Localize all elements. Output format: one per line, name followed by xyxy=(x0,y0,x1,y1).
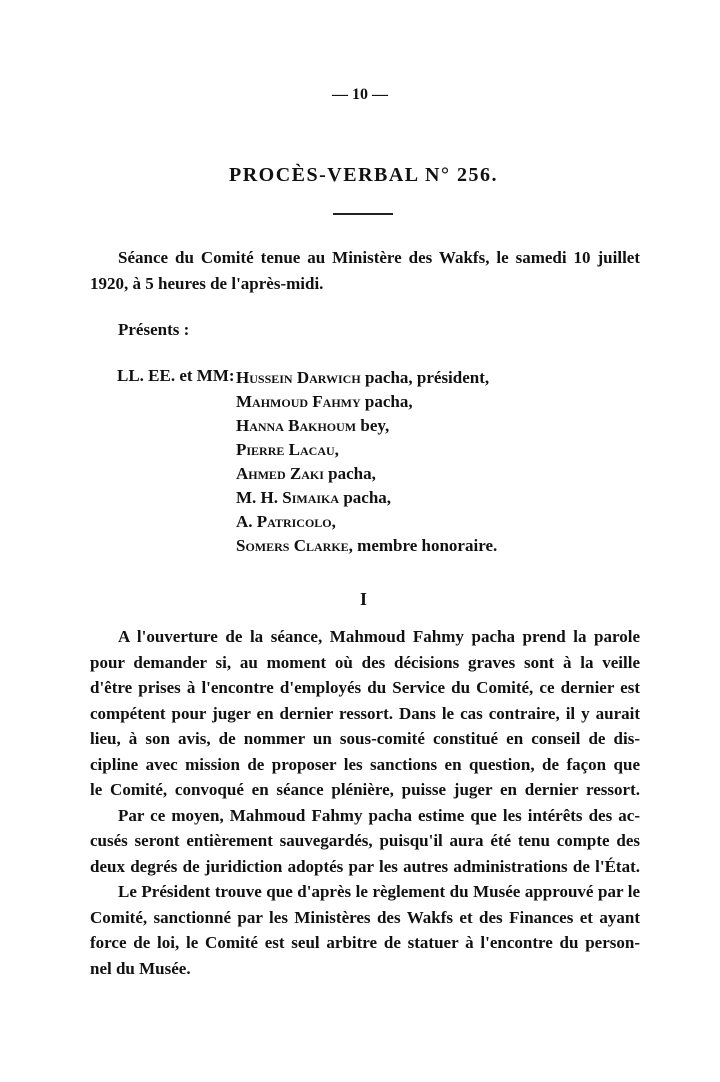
paragraph-line: d'être prises à l'encontre d'employés du Service du Comité, ce dernier est xyxy=(90,678,640,697)
paragraph-line: compétent pour juger en dernier ressort. Dans le cas contraire, il y aurait xyxy=(90,703,640,723)
member-name: A. Patricolo xyxy=(236,512,332,531)
page-number: — 10 — xyxy=(332,86,388,103)
member-item xyxy=(236,510,497,534)
member-title: , xyxy=(331,512,336,531)
member-name: M. H. Simaika xyxy=(236,488,340,507)
members-lead: LL. EE. et MM: xyxy=(117,366,235,385)
paragraph-line: cusés seront entièrement sauvegardés, puisqu'il aura été tenu compte des xyxy=(90,831,640,850)
member-item xyxy=(236,486,497,510)
member-name: Ahmed Zaki xyxy=(236,464,324,483)
paragraph-line: force de loi, le Comité est seul arbitre de statuer à l'encontre du person- xyxy=(90,933,640,952)
paragraph-line: lieu, à son avis, de nommer un sous-comité constitué en conseil de dis- xyxy=(90,729,640,748)
member-item xyxy=(236,390,497,414)
paragraph-line: 1920, à 5 heures de l'après-midi. xyxy=(90,273,324,293)
member-item xyxy=(236,462,497,486)
paragraph-line: deux degrés de juridiction adoptés par les autres administrations de l'État. xyxy=(90,856,640,876)
member-name: Hussein Darwich xyxy=(236,368,361,387)
member-item xyxy=(236,414,497,438)
section-numeral: I xyxy=(359,589,367,609)
paragraph-line: Comité, sanctionné par les Ministères des Wakfs et des Finances et ayant xyxy=(90,907,640,927)
paragraph-line: Par ce moyen, Mahmoud Fahmy pacha estime que les intérêts des ac- xyxy=(118,805,640,825)
member-title: , membre honoraire. xyxy=(348,536,498,555)
paragraph-line: cipline avec mission de proposer les sanctions en question, de façon que xyxy=(90,754,640,774)
member-title: pacha, xyxy=(360,392,413,411)
member-name: Hanna Bakhoum xyxy=(236,416,357,435)
title-divider xyxy=(333,213,393,215)
paragraph-line: pour demander si, au moment où des décisions graves sont à la veille xyxy=(90,652,640,672)
paragraph-line: A l'ouverture de la séance, Mahmoud Fahmy pacha prend la parole xyxy=(118,627,640,646)
member-title: bey, xyxy=(356,416,390,435)
body-text xyxy=(90,624,640,981)
member-title: pacha, xyxy=(323,464,376,483)
paragraph-line: Séance du Comité tenue au Ministère des Wakfs, le samedi 10 juillet xyxy=(118,248,640,267)
member-name: Mahmoud Fahmy xyxy=(236,392,361,411)
member-title: pacha, président, xyxy=(360,368,490,387)
paragraph-line: nel du Musée. xyxy=(90,958,191,978)
member-item xyxy=(236,534,497,558)
member-title: , xyxy=(334,440,339,459)
member-name: Pierre Lacau xyxy=(236,440,335,459)
member-item xyxy=(236,438,497,462)
members-list xyxy=(236,366,497,558)
session-paragraph xyxy=(90,245,640,296)
member-item xyxy=(236,366,497,390)
member-name: Somers Clarke xyxy=(236,536,349,555)
member-title: pacha, xyxy=(339,488,392,507)
paragraph-line: Le Président trouve que d'après le règlement du Musée approuvé par le xyxy=(118,882,640,901)
presents-label: Présents : xyxy=(118,320,190,339)
page-title: PROCÈS-VERBAL N° 256. xyxy=(229,164,498,186)
paragraph-line: le Comité, convoqué en séance plénière, puisse juger en dernier ressort. xyxy=(90,780,640,799)
